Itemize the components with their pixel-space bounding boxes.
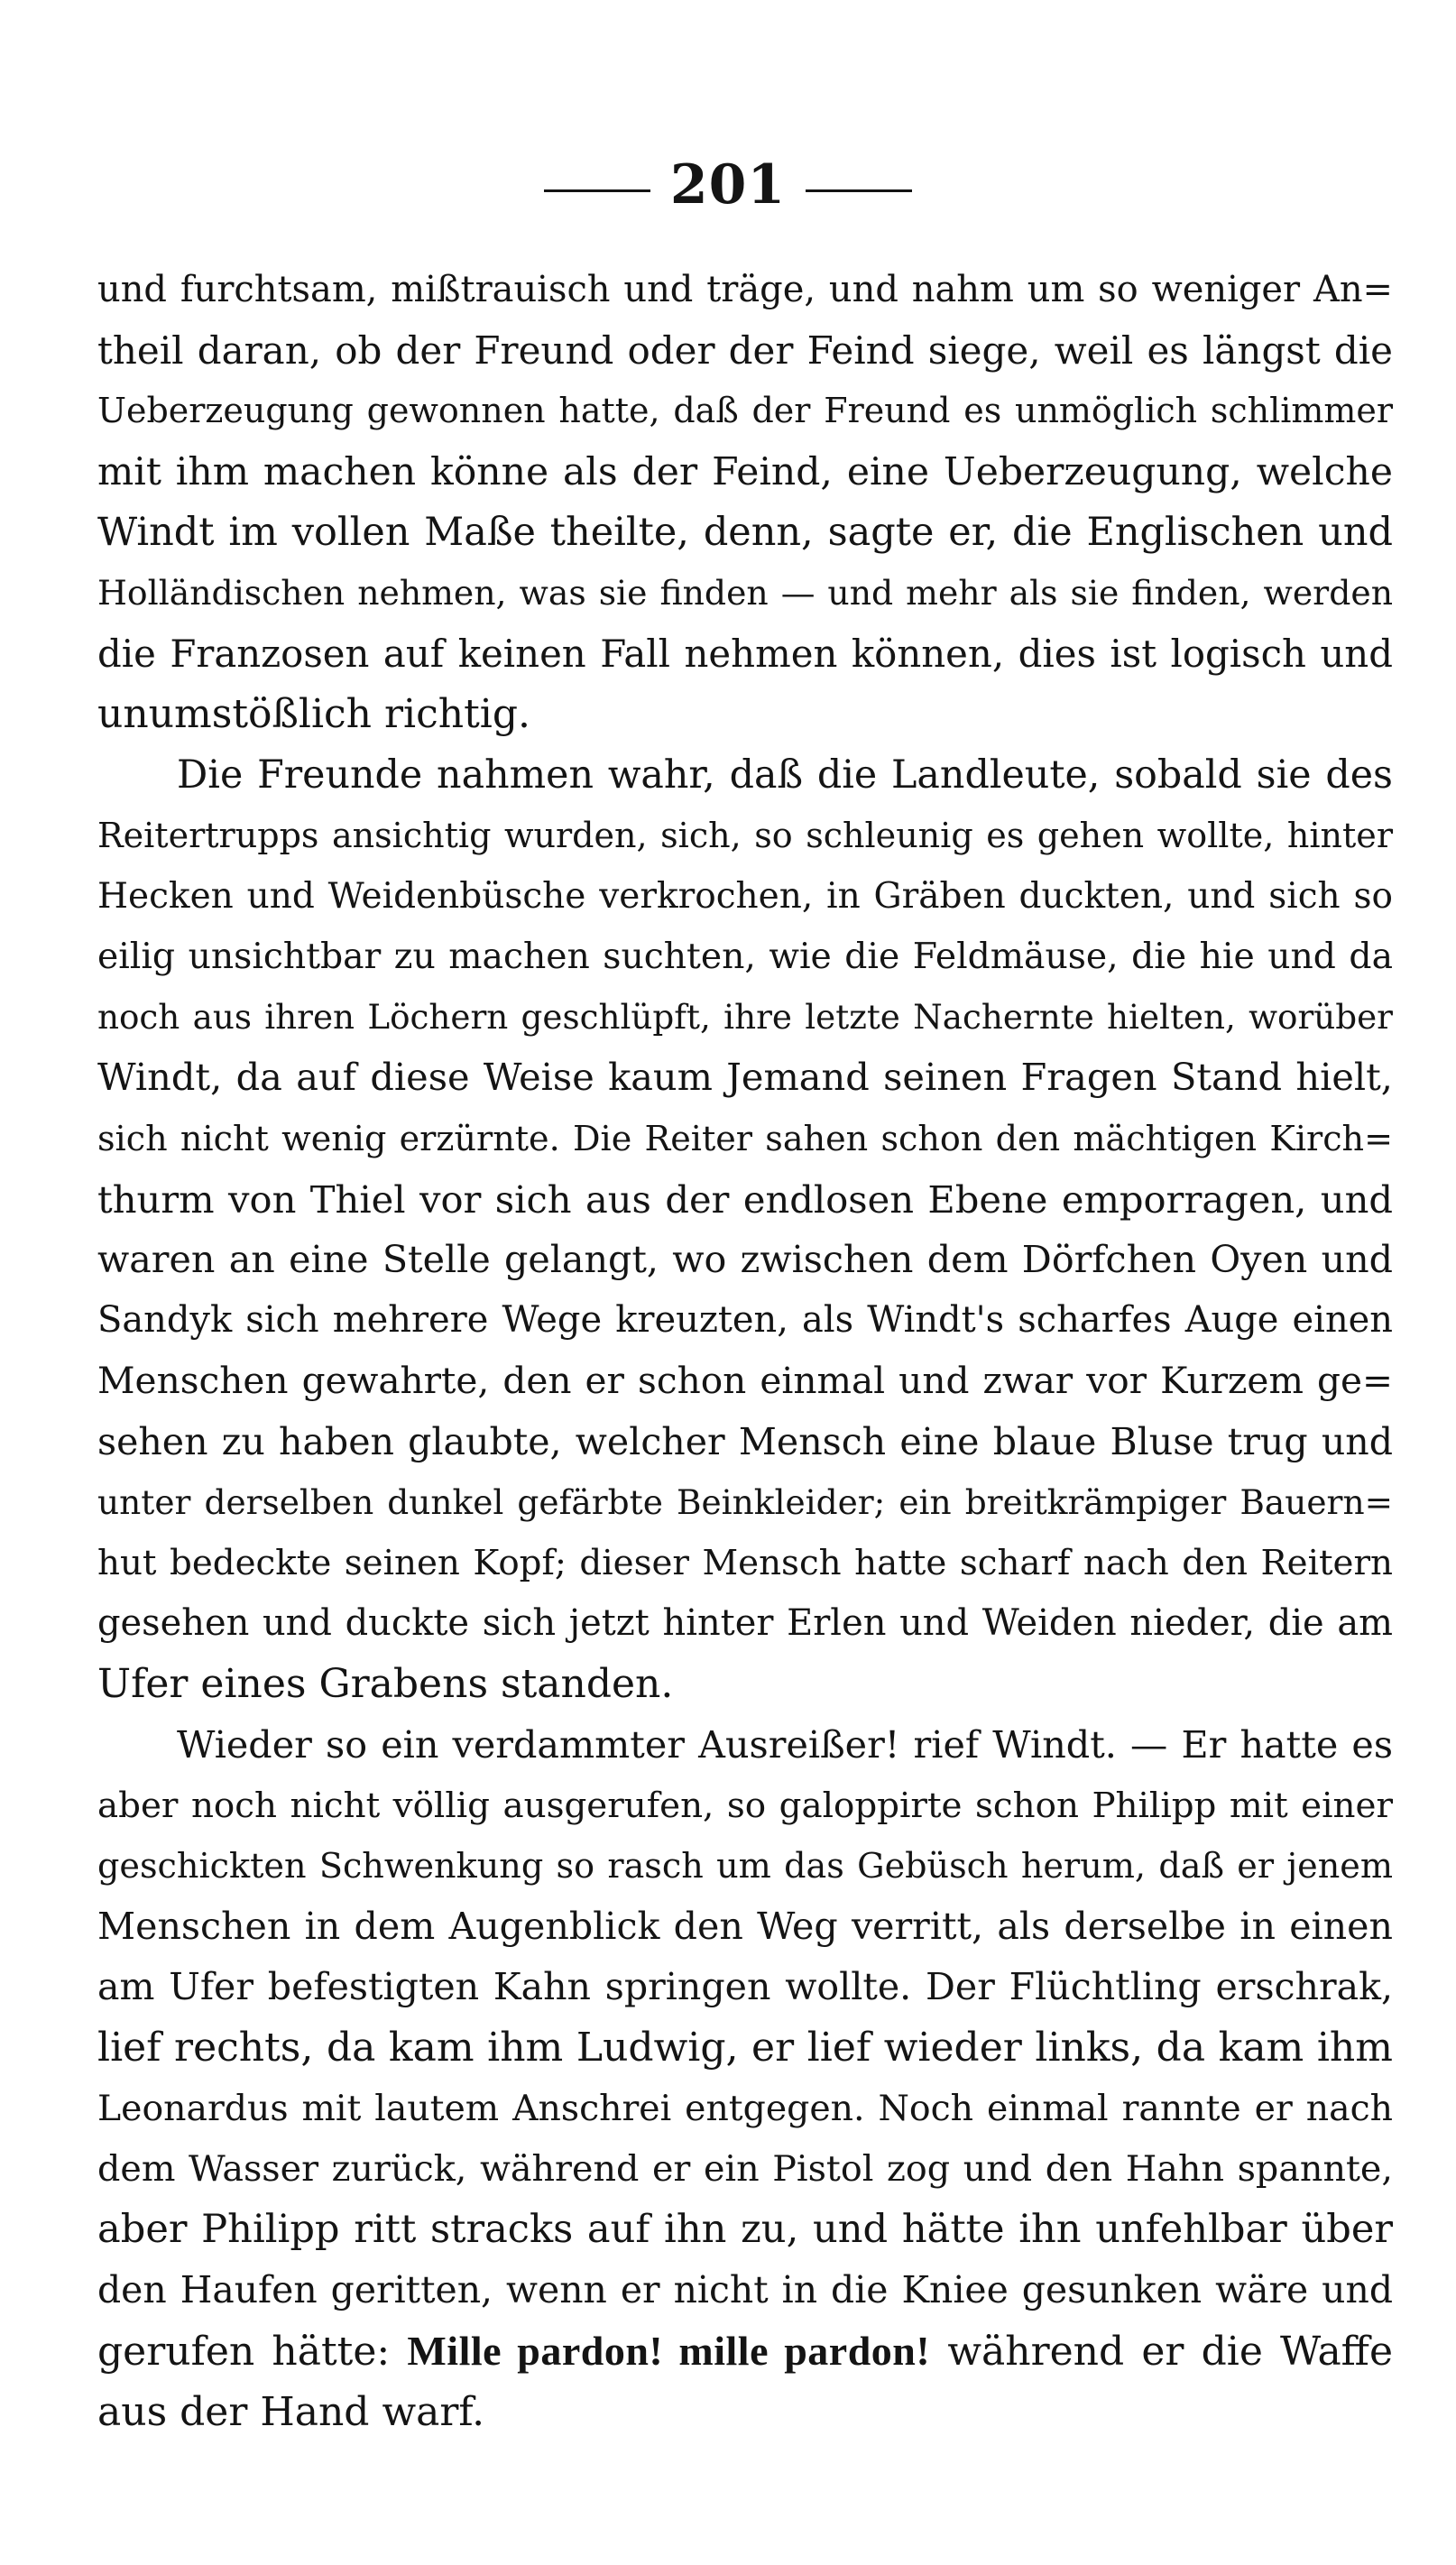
text-line: noch aus ihren Löchern geschlüpft, ihre letzte Nachernte hielten, worüber: [97, 997, 1393, 1038]
text-line: mit ihm machen könne als der Feind, eine Ueberzeugung, welche: [97, 449, 1393, 494]
text-line: unter derselben dunkel gefärbte Beinkleider; ein breitkrämpiger Bauern=: [97, 1481, 1393, 1522]
text-line: am Ufer befestigten Kahn springen wollte. Der Flüchtling erschrak,: [97, 1965, 1393, 2009]
text-line: aus der Hand warf.: [97, 2388, 485, 2435]
latin-phrase: Mille pardon! mille pardon!: [407, 2328, 931, 2375]
text-line: eilig unsichtbar zu machen suchten, wie die Feldmäuse, die hie und da: [97, 937, 1393, 978]
text-segment: während er die Waffe: [930, 2329, 1393, 2376]
text-line: dem Wasser zurück, während er ein Pistol zog und den Hahn spannte,: [97, 2147, 1393, 2190]
text-line: unumstößlich richtig.: [97, 691, 530, 738]
text-line: die Franzosen auf keinen Fall nehmen können, dies ist logisch und: [97, 632, 1393, 677]
text-line: thurm von Thiel vor sich aus der endlosen Ebene emporragen, und: [97, 1176, 1393, 1222]
text-line: Menschen in dem Augenblick den Weg verritt, als derselbe in einen: [97, 1905, 1393, 1949]
left-rule: [544, 189, 650, 192]
text-line: Leonardus mit lautem Anschrei entgegen. Noch einmal rannte er nach: [97, 2087, 1393, 2129]
text-line: hut bedeckte seinen Kopf; dieser Mensch hatte scharf nach den Reitern: [97, 1542, 1393, 1583]
text-line: Ufer eines Grabens standen.: [97, 1661, 674, 1708]
text-line: sehen zu haben glaubte, welcher Mensch eine blaue Bluse trug und: [97, 1419, 1393, 1463]
text-line: Menschen gewahrte, den er schon einmal und zwar vor Kurzem ge=: [97, 1359, 1393, 1403]
text-line: theil daran, ob der Freund oder der Feind siege, weil es längst die: [97, 328, 1393, 374]
text-line: geschickten Schwenkung so rasch um das Gebüsch herum, daß er jenem: [97, 1845, 1393, 1886]
text-line: Windt, da auf diese Weise kaum Jemand seinen Fragen Stand hielt,: [97, 1056, 1393, 1100]
text-segment: gerufen hätte:: [97, 2329, 408, 2376]
text-line: Reitertrupps ansichtig wurden, sich, so schleunig es gehen wollte, hinter: [97, 815, 1393, 855]
text-line: Ueberzeugung gewonnen hatte, daß der Freund es unmöglich schlimmer: [97, 391, 1393, 431]
text-line: gesehen und duckte sich jetzt hinter Erlen und Weiden nieder, die am: [97, 1602, 1393, 1645]
right-rule: [806, 189, 912, 192]
text-line: den Haufen geritten, wenn er nicht in die Kniee gesunken wäre und: [97, 2268, 1393, 2312]
text-line: Sandyk sich mehrere Wege kreuzten, als Windt's scharfes Auge einen: [97, 1299, 1393, 1342]
text-line-mixed: [97, 2320, 1393, 2381]
text-line: sich nicht wenig erzürnte. Die Reiter sahen schon den mächtigen Kirch=: [97, 1118, 1393, 1158]
page-number: 201: [669, 153, 787, 217]
text-line: und furchtsam, mißtrauisch und träge, und nahm um so weniger An=: [97, 269, 1393, 310]
body-text: [97, 260, 1393, 2442]
paragraph-start-line: Wieder so ein verdammter Ausreißer! rief Windt. — Er hatte es: [177, 1722, 1393, 1767]
paragraph-start-line: Die Freunde nahmen wahr, daß die Landleute, sobald sie des: [177, 752, 1393, 798]
text-line: aber noch nicht völlig ausgerufen, so galoppirte schon Philipp mit einer: [97, 1785, 1393, 1826]
text-line: Hecken und Weidenbüsche verkrochen, in Gräben duckten, und sich so: [97, 875, 1393, 917]
text-line: lief rechts, da kam ihm Ludwig, er lief wieder links, da kam ihm: [97, 2025, 1393, 2071]
text-line: aber Philipp ritt stracks auf ihn zu, und hätte ihn unfehlbar über: [97, 2207, 1393, 2252]
text-line: waren an eine Stelle gelangt, wo zwischen dem Dörfchen Oyen und: [97, 1238, 1393, 1281]
text-line: Holländischen nehmen, was sie finden — und mehr als sie finden, werden: [97, 572, 1393, 613]
text-line: Windt im vollen Maße theilte, denn, sagte er, die Englischen und: [97, 509, 1393, 555]
page-header: [0, 144, 1456, 226]
